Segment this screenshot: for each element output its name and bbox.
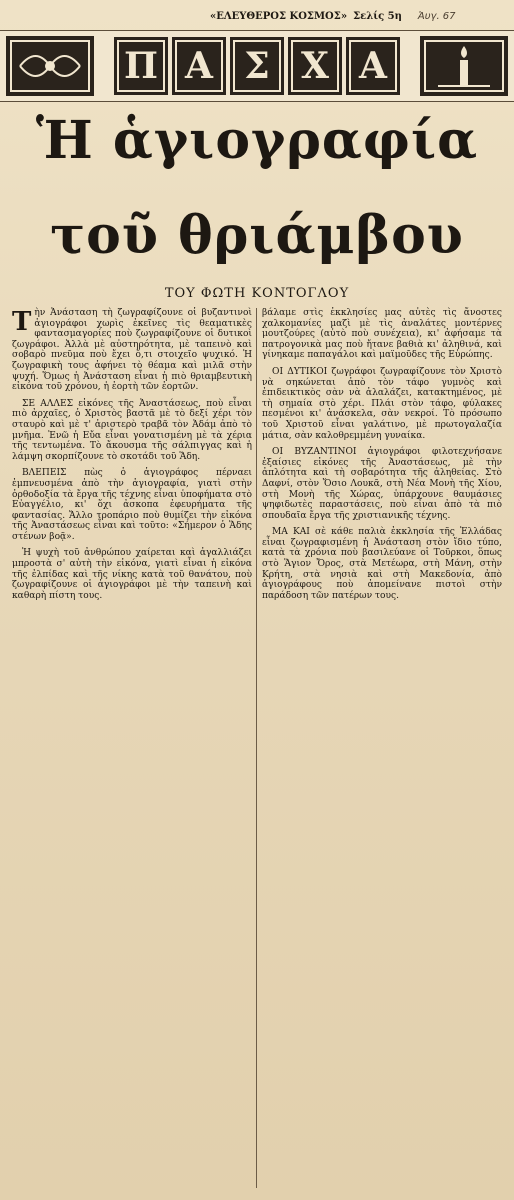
paragraph xyxy=(12,308,252,393)
paragraph: ΒΛΕΠΕΙΣ πὼς ὁ ἁγιογράφος πέρναει ἐμπνευσμένα ἀπὸ τὴν ἁγιογραφία, γιατὶ στὴν ὀρθοδοξία τὰ ἔργα τῆς τέχνης εἶναι ὑποφήματα στὸ Εὐαγγέλιο, κι' ὅχι ἀσκοπα ἐφευρήματα τῆς φαντασίας. Ἄλλο τροπάριο ποὺ θυμίζει τὴν εἰκόνα τῆς Ἀναστάσεως εἶναι καὶ τοῦτο: «Σήμερον ὁ Ἅδης στένων βοᾷ». xyxy=(12,468,252,542)
article-column-left xyxy=(12,308,252,607)
paragraph: ΜΑ ΚΑΙ σὲ κάθε παλιὰ ἐκκλησία τῆς Ἑλλάδας εἶναι ζωγραφισμένη ἡ Ἀνάσταση στὸν ἴδιο τύπο, κατὰ τὰ χρόνια ποὺ βασιλεύανε οἱ Τοῦρκοι, ὅπως στὸ Ἅγιον Ὄρος, στὰ Μετέωρα, στὴ Μάνη, στὴν Κρήτη, στὰ νησιὰ καὶ στὴ Μακεδονία, ἀπὸ ἁγιογράφους ποὺ ἀπομείνανε πιστοὶ στὴν παράδοση τῶν πατέρων τους. xyxy=(262,527,502,601)
banner-letter: Α xyxy=(346,37,400,95)
drop-cap: Τ xyxy=(12,307,32,337)
handwritten-note: Ἀυγ. 67 xyxy=(417,10,456,22)
paragraph: Ἡ ψυχὴ τοῦ ἀνθρώπου χαίρεται καὶ ἀγαλλιάζει μπροστὰ σ' αὐτὴ τὴν εἰκόνα, γιατὶ εἶναι ἡ εἰκόνα τῆς ἐλπίδας καὶ τῆς νίκης κατὰ τοῦ θανάτου, ποὺ ζωγραφίζουνε οἱ ἁγιογράφοι μὲ τὴν ταπεινὴ καὶ καθαρὴ πίστη τους. xyxy=(12,548,252,601)
banner-letter: Χ xyxy=(288,37,342,95)
banner-letter: Α xyxy=(172,37,226,95)
byline: ΤΟΥ ΦΩΤΗ ΚΟΝΤΟΓΛΟΥ xyxy=(164,286,350,301)
candle-icon xyxy=(420,36,508,96)
paragraph: ΣΕ ΑΛΛΕΣ εἰκόνες τῆς Ἀναστάσεως, ποὺ εἶναι πιὸ ἀρχαῖες, ὁ Χριστὸς βαστᾶ μὲ τὸ δεξί χέρι τὸν σταυρὸ καὶ μὲ τ' ἀριστερὸ τραβᾶ τὸν Ἀδάμ ἀπὸ τὸ μνῆμα. Ἐνῶ ἡ Εὔα εἶναι γονατισμένη μὲ τὰ χέρια τῆς τεντωμένα. Τὸ ἄκουσμα τῆς σάλπιγγας καὶ ἡ λάμψη σκορπίζουνε τὸ σκοτάδι τοῦ Ἅδη. xyxy=(12,398,252,462)
paragraph: ΟΙ ΒΥΖΑΝΤΙΝΟΙ ἁγιογράφοι φιλοτεχνήσανε ἐξαίσιες εἰκόνες τῆς Ἀναστάσεως, μὲ τὴν ἀπλότητα καὶ τὴ σοβαρότητα τῆς ἀληθείας. Στὸ Δαφνί, στὸν Ὅσιο Λουκᾶ, στὴ Νέα Μονὴ τῆς Χίου, στὴ Μονὴ τῆς Χώρας, ὑπάρχουνε θαυμάσιες ψηφιδωτὲς παραστάσεις, ποὺ εἶναι ἀπὸ τὰ πιὸ σπουδαῖα ἔργα τῆς χριστιανικῆς τέχνης. xyxy=(262,447,502,521)
headline-line-1: Ἡ ἁγιογραφία xyxy=(35,110,479,171)
article-column-right xyxy=(262,308,502,607)
headline-line-2: τοῦ θριάμβου xyxy=(50,205,464,266)
easter-banner xyxy=(0,30,514,102)
newspaper-name: «ΕΛΕΥΘΕΡΟΣ ΚΟΣΜΟΣ» xyxy=(210,10,348,22)
page-header xyxy=(210,6,506,26)
paragraph: ΟΙ ΔΥΤΙΚΟΙ ζωγράφοι ζωγραφίζουνε τὸν Χριστὸ νὰ σηκώνεται ἀπὸ τὸν τάφο γυμνὸς καὶ ἐπιδεικτικὸς σὰν νὰ ἀλαλάζει, κατακτημένος, μὲ τὴ σημαία στὸ χέρι. Πλάι στὸν τάφο, φύλακες πεσμένοι κι' ἀνάσκελα, σὰν νεκροί. Τὸ πρόσωπο τοῦ Χριστοῦ εἶναι γαλάτινο, μὲ πρωτογαλαζία μάτια, σὰν καλοθρεμμένη γυναίκα. xyxy=(262,366,502,441)
paragraph: βάλαμε στὶς ἐκκλησίες μας αὐτὲς τὶς ἄνοστες χαλκομανίες μαζὶ μὲ τὶς ἀναλάτες μοντέρνες μουτζούρες (αὐτὸ ποὺ συνέχεια), κι' ἀφήσαμε τὰ πατρογονικὰ μας ποὺ ἤτανε βαθιὰ κι' ἀληθινά, καὶ γίνηκαμε παπαγάλοι καὶ μαϊμοῦδες τῆς Εὐρώπης. xyxy=(262,308,502,361)
page-number: Σελίς 5η xyxy=(353,10,402,22)
banner-letter: Σ xyxy=(230,37,284,95)
banner-letter: Π xyxy=(114,37,168,95)
column-divider xyxy=(256,308,257,1188)
paragraph-text: ὴν Ἀνάσταση τὴ ζωγραφίζουνε οἱ βυζαντινοὶ ἁγιογράφοι χωρὶς ἐκεῖνες τὶς θεαματικὲς φαντασμαγορίες ποὺ ζωγραφίζουνε οἱ δυτικοὶ ζωγράφοι. Ἀλλὰ μὲ αὐστηρότητα, μὲ ταπεινὸ καὶ σοβαρὸ πνεῦμα ποὺ ἔχει ὅ,τι στοιχεῖο ψυχικό. Ἡ ζωγραφικὴ τους ἀφήνει τὸ θέαμα καὶ μιλᾶ στὴν ψυχή. Ὅμως ἡ Ἀνάσταση εἶναι ἡ πιὸ θριαμβευτικὴ εἰκόνα τοῦ χρόνου, ἡ ἑορτὴ τῶν ἑορτῶν. xyxy=(12,308,252,393)
ornament-left-icon xyxy=(6,36,94,96)
banner-letters xyxy=(114,37,400,95)
